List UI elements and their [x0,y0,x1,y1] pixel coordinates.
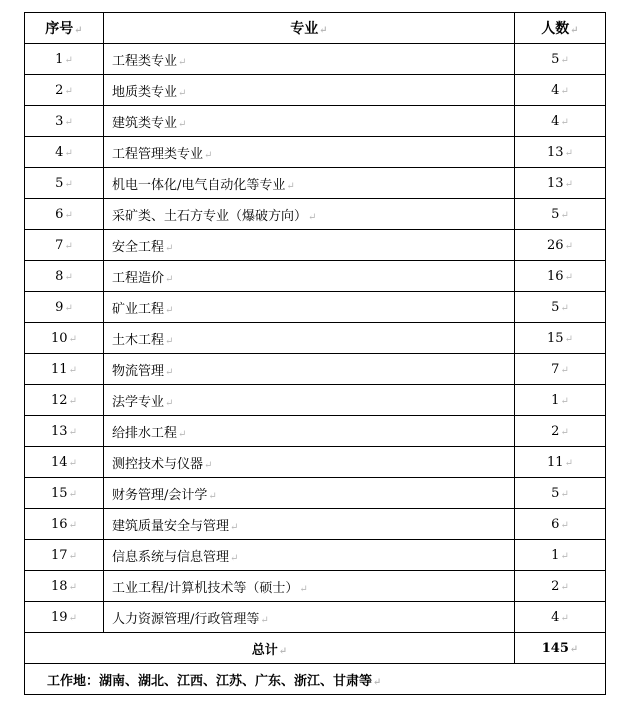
table-row [25,602,606,633]
row-no: 5↵ [25,168,104,199]
table-row [25,385,606,416]
table-row [25,323,606,354]
row-count: 13↵ [515,137,606,168]
return-mark-icon: ↵ [230,521,239,533]
table-row [25,571,606,602]
return-mark-icon: ↵ [560,54,569,66]
row-no: 19↵ [25,602,104,633]
row-count: 5↵ [515,292,606,323]
row-major: 物流管理↵ [104,354,515,385]
return-mark-icon: ↵ [68,488,77,500]
return-mark-icon: ↵ [68,426,77,438]
return-mark-icon: ↵ [68,457,77,469]
return-mark-icon: ↵ [64,54,73,66]
row-no: 9↵ [25,292,104,323]
return-mark-icon: ↵ [68,395,77,407]
return-mark-icon: ↵ [68,519,77,531]
table-row [25,354,606,385]
return-mark-icon: ↵ [165,335,174,347]
return-mark-icon: ↵ [64,240,73,252]
row-no: 6↵ [25,199,104,230]
row-no: 2↵ [25,75,104,106]
return-mark-icon: ↵ [64,147,73,159]
return-mark-icon: ↵ [569,643,579,655]
row-no: 10↵ [25,323,104,354]
return-mark-icon: ↵ [299,583,308,595]
row-major: 安全工程↵ [104,230,515,261]
row-no: 15↵ [25,478,104,509]
row-no: 12↵ [25,385,104,416]
row-count: 4↵ [515,602,606,633]
table-row [25,75,606,106]
row-major: 工程造价↵ [104,261,515,292]
return-mark-icon: ↵ [204,459,213,471]
row-count: 2↵ [515,416,606,447]
return-mark-icon: ↵ [178,118,187,130]
row-major: 工业工程/计算机技术等（硕士）↵ [104,571,515,602]
row-count: 1↵ [515,540,606,571]
return-mark-icon: ↵ [64,271,73,283]
return-mark-icon: ↵ [373,676,382,688]
row-count: 5↵ [515,44,606,75]
row-major: 法学专业↵ [104,385,515,416]
majors-table [24,12,606,695]
row-major: 采矿类、土石方专业（爆破方向）↵ [104,199,515,230]
total-label: 总计↵ [25,633,515,664]
row-count: 1↵ [515,385,606,416]
header-major: 专业↵ [104,13,515,44]
table-row [25,540,606,571]
table-header-row [25,13,606,44]
return-mark-icon: ↵ [165,397,174,409]
row-count: 5↵ [515,199,606,230]
return-mark-icon: ↵ [560,85,569,97]
return-mark-icon: ↵ [204,149,213,161]
row-count: 5↵ [515,478,606,509]
return-mark-icon: ↵ [178,428,187,440]
header-count: 人数↵ [515,13,606,44]
row-no: 14↵ [25,447,104,478]
table-row [25,509,606,540]
return-mark-icon: ↵ [564,333,573,345]
return-mark-icon: ↵ [165,242,174,254]
return-mark-icon: ↵ [319,25,328,36]
return-mark-icon: ↵ [165,366,174,378]
row-no: 13↵ [25,416,104,447]
row-no: 17↵ [25,540,104,571]
row-count: 11↵ [515,447,606,478]
return-mark-icon: ↵ [230,552,239,564]
table-row [25,416,606,447]
return-mark-icon: ↵ [165,304,174,316]
row-count: 16↵ [515,261,606,292]
return-mark-icon: ↵ [64,178,73,190]
return-mark-icon: ↵ [68,364,77,376]
return-mark-icon: ↵ [64,85,73,97]
row-count: 26↵ [515,230,606,261]
row-major: 给排水工程↵ [104,416,515,447]
return-mark-icon: ↵ [564,147,573,159]
return-mark-icon: ↵ [64,302,73,314]
total-row [25,633,606,664]
return-mark-icon: ↵ [560,302,569,314]
return-mark-icon: ↵ [68,581,77,593]
row-no: 11↵ [25,354,104,385]
return-mark-icon: ↵ [564,178,573,190]
row-no: 18↵ [25,571,104,602]
return-mark-icon: ↵ [560,488,569,500]
return-mark-icon: ↵ [308,211,317,223]
row-major: 机电一体化/电气自动化等专业↵ [104,168,515,199]
table-row [25,168,606,199]
table-row [25,261,606,292]
return-mark-icon: ↵ [564,457,573,469]
row-no: 7↵ [25,230,104,261]
row-count: 2↵ [515,571,606,602]
return-mark-icon: ↵ [560,612,569,624]
total-value: 145↵ [515,633,606,664]
return-mark-icon: ↵ [64,116,73,128]
row-no: 4↵ [25,137,104,168]
row-count: 6↵ [515,509,606,540]
return-mark-icon: ↵ [560,426,569,438]
table-row [25,199,606,230]
row-major: 建筑类专业↵ [104,106,515,137]
row-major: 矿业工程↵ [104,292,515,323]
table-row [25,230,606,261]
return-mark-icon: ↵ [286,180,295,192]
return-mark-icon: ↵ [178,87,187,99]
return-mark-icon: ↵ [560,395,569,407]
return-mark-icon: ↵ [208,490,217,502]
return-mark-icon: ↵ [278,645,288,657]
table-row [25,292,606,323]
table-row [25,137,606,168]
row-no: 3↵ [25,106,104,137]
row-major: 土木工程↵ [104,323,515,354]
row-major: 财务管理/会计学↵ [104,478,515,509]
row-count: 7↵ [515,354,606,385]
row-major: 人力资源管理/行政管理等↵ [104,602,515,633]
row-major: 工程类专业↵ [104,44,515,75]
row-count: 4↵ [515,106,606,137]
return-mark-icon: ↵ [560,116,569,128]
row-count: 15↵ [515,323,606,354]
row-no: 16↵ [25,509,104,540]
row-major: 建筑质量安全与管理↵ [104,509,515,540]
row-major: 信息系统与信息管理↵ [104,540,515,571]
return-mark-icon: ↵ [560,364,569,376]
return-mark-icon: ↵ [68,612,77,624]
table-row [25,44,606,75]
return-mark-icon: ↵ [560,581,569,593]
row-count: 4↵ [515,75,606,106]
header-no: 序号↵ [25,13,104,44]
table-row [25,447,606,478]
table-row [25,106,606,137]
row-major: 工程管理类专业↵ [104,137,515,168]
return-mark-icon: ↵ [68,333,77,345]
row-major: 地质类专业↵ [104,75,515,106]
return-mark-icon: ↵ [560,550,569,562]
return-mark-icon: ↵ [165,273,174,285]
row-no: 8↵ [25,261,104,292]
return-mark-icon: ↵ [68,550,77,562]
return-mark-icon: ↵ [74,25,83,36]
row-no: 1↵ [25,44,104,75]
row-count: 13↵ [515,168,606,199]
return-mark-icon: ↵ [560,209,569,221]
work-location-row [25,664,606,695]
return-mark-icon: ↵ [178,56,187,68]
return-mark-icon: ↵ [260,614,269,626]
table-row [25,478,606,509]
return-mark-icon: ↵ [564,240,573,252]
row-major: 测控技术与仪器↵ [104,447,515,478]
work-location-text: 工作地：湖南、湖北、江西、江苏、广东、浙江、甘肃等↵ [25,664,606,695]
return-mark-icon: ↵ [560,519,569,531]
return-mark-icon: ↵ [564,271,573,283]
return-mark-icon: ↵ [64,209,73,221]
return-mark-icon: ↵ [570,25,579,36]
